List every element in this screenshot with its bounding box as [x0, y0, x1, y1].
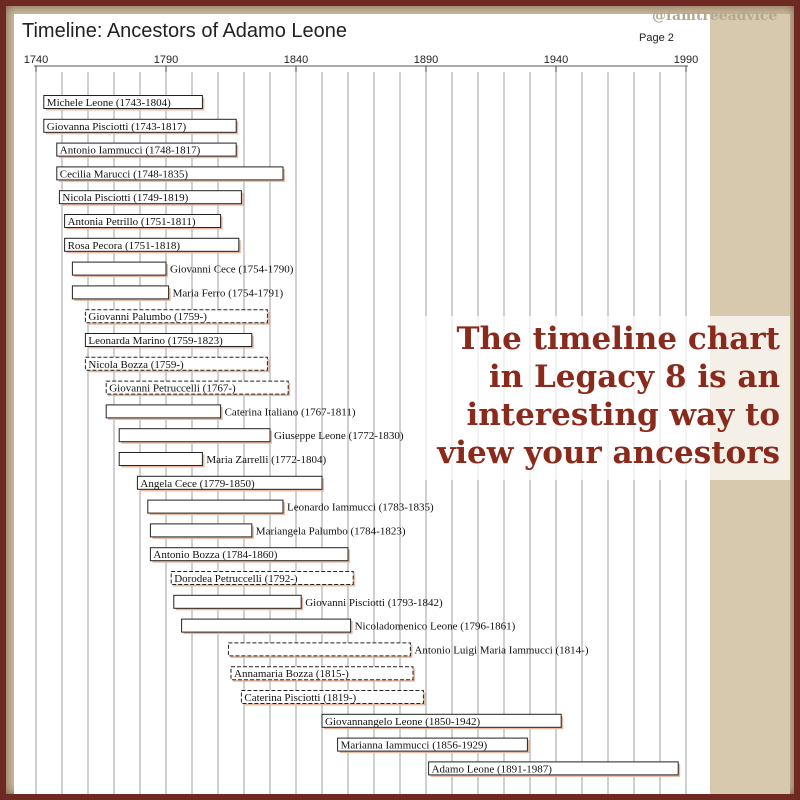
lifespan-bar [85, 357, 269, 372]
bar-label: Giovanni Palumbo (1759-) [88, 311, 207, 324]
bar-label: Rosa Pecora (1751-1818) [67, 239, 181, 252]
bar-label: Dorodea Petruccelli (1792-) [174, 573, 298, 585]
chart-title: Timeline: Ancestors of Adamo Leone [22, 20, 347, 42]
lifespan-bar [44, 96, 205, 111]
lifespan-bar [85, 310, 269, 325]
bar-label: Mariangela Palumbo (1784-1823) [255, 525, 406, 538]
lifespan-bar [119, 453, 326, 468]
lifespan-bar [106, 381, 290, 396]
bar-rect [174, 595, 301, 608]
bar-label: Giovanna Pisciotti (1743-1817) [46, 120, 187, 133]
caption-overlay [422, 316, 790, 480]
bar-label: Antonia Petrillo (1751-1811) [67, 216, 196, 228]
lifespan-bar [241, 691, 425, 706]
lifespan-bar [174, 595, 443, 610]
bar-rect [119, 429, 270, 442]
caption-line: in Legacy 8 is an [488, 359, 780, 395]
bar-label: Nicola Pisciotti (1749-1819) [62, 192, 189, 205]
bar-rect [72, 286, 168, 299]
lifespan-bar [148, 500, 434, 515]
lifespan-bar [228, 643, 588, 658]
tick-label: 1890 [413, 54, 439, 66]
lifespan-bar [106, 405, 356, 420]
bar-label: Antonio Iammucci (1748-1817) [59, 144, 201, 157]
bar-label: Antonio Luigi Maria Iammucci (1814-) [414, 644, 589, 657]
lifespan-bar [59, 191, 243, 206]
lifespan-bar [231, 667, 415, 682]
bar-label: Maria Zarrelli (1772-1804) [206, 454, 327, 466]
lifespan-bar [171, 572, 355, 587]
tick-label: 1790 [153, 54, 179, 66]
tick-label: 1840 [283, 54, 309, 66]
bar-label: Antonio Bozza (1784-1860) [153, 549, 278, 562]
bar-rect [119, 453, 202, 466]
lifespan-bar [72, 286, 283, 301]
bar-label: Adamo Leone (1891-1987) [431, 763, 552, 776]
lifespan-bar [150, 548, 350, 563]
lifespan-bar [137, 476, 324, 491]
caption-line: view your ancestors [437, 435, 780, 471]
bar-label: Caterina Pisciotti (1819-) [244, 692, 357, 704]
bar-label: Caterina Italiano (1767-1811) [224, 406, 356, 419]
bar-label: Nicoladomenico Leone (1796-1861) [354, 620, 516, 633]
lifespan-bar [322, 714, 563, 729]
lifespan-bar [119, 429, 404, 444]
lifespan-bar [150, 524, 405, 539]
lifespan-bar [57, 143, 238, 158]
lifespan-bar [338, 738, 530, 753]
bar-rect [148, 500, 283, 513]
lifespan-bar [429, 762, 681, 777]
watermark: @famtreeadvice [652, 8, 778, 24]
tick-label: 1990 [673, 54, 699, 66]
bar-rect [106, 405, 220, 418]
bar-label: Marianna Iammucci (1856-1929) [340, 739, 488, 752]
bar-rect [150, 524, 251, 537]
bar-label: Giovannangelo Leone (1850-1942) [325, 715, 481, 728]
bar-label: Michele Leone (1743-1804) [46, 97, 171, 109]
tick-label: 1740 [23, 54, 49, 66]
bar-label: Cecilia Marucci (1748-1835) [59, 168, 189, 181]
lifespan-bar [72, 262, 293, 277]
year-axis [24, 54, 698, 72]
bar-label: Nicola Bozza (1759-) [88, 358, 184, 371]
bar-label: Leonarda Marino (1759-1823) [88, 335, 223, 347]
bar-rect [72, 262, 166, 275]
caption-line: The timeline chart [456, 321, 780, 357]
caption-line: interesting way to [466, 397, 780, 433]
lifespan-bar [85, 334, 253, 349]
tick-label: 1940 [543, 54, 569, 66]
page-number: Page 2 [639, 32, 674, 44]
bar-label: Annamaria Bozza (1815-) [234, 668, 349, 681]
lifespan-bar [57, 167, 285, 182]
lifespan-bar [44, 119, 238, 134]
bar-rect [182, 619, 351, 632]
bar-label: Giuseppe Leone (1772-1830) [274, 430, 404, 443]
bar-label: Giovanni Petruccelli (1767-) [109, 382, 236, 395]
lifespan-bar [65, 215, 223, 230]
bar-label: Angela Cece (1779-1850) [140, 477, 255, 490]
lifespan-bar [65, 238, 241, 253]
bar-label: Maria Ferro (1754-1791) [172, 287, 284, 300]
bar-rect [228, 643, 410, 656]
bar-label: Leonardo Iammucci (1783-1835) [287, 501, 434, 514]
lifespan-bar [182, 619, 516, 634]
bar-label: Giovanni Cece (1754-1790) [170, 263, 294, 276]
bar-label: Giovanni Pisciotti (1793-1842) [305, 596, 443, 609]
